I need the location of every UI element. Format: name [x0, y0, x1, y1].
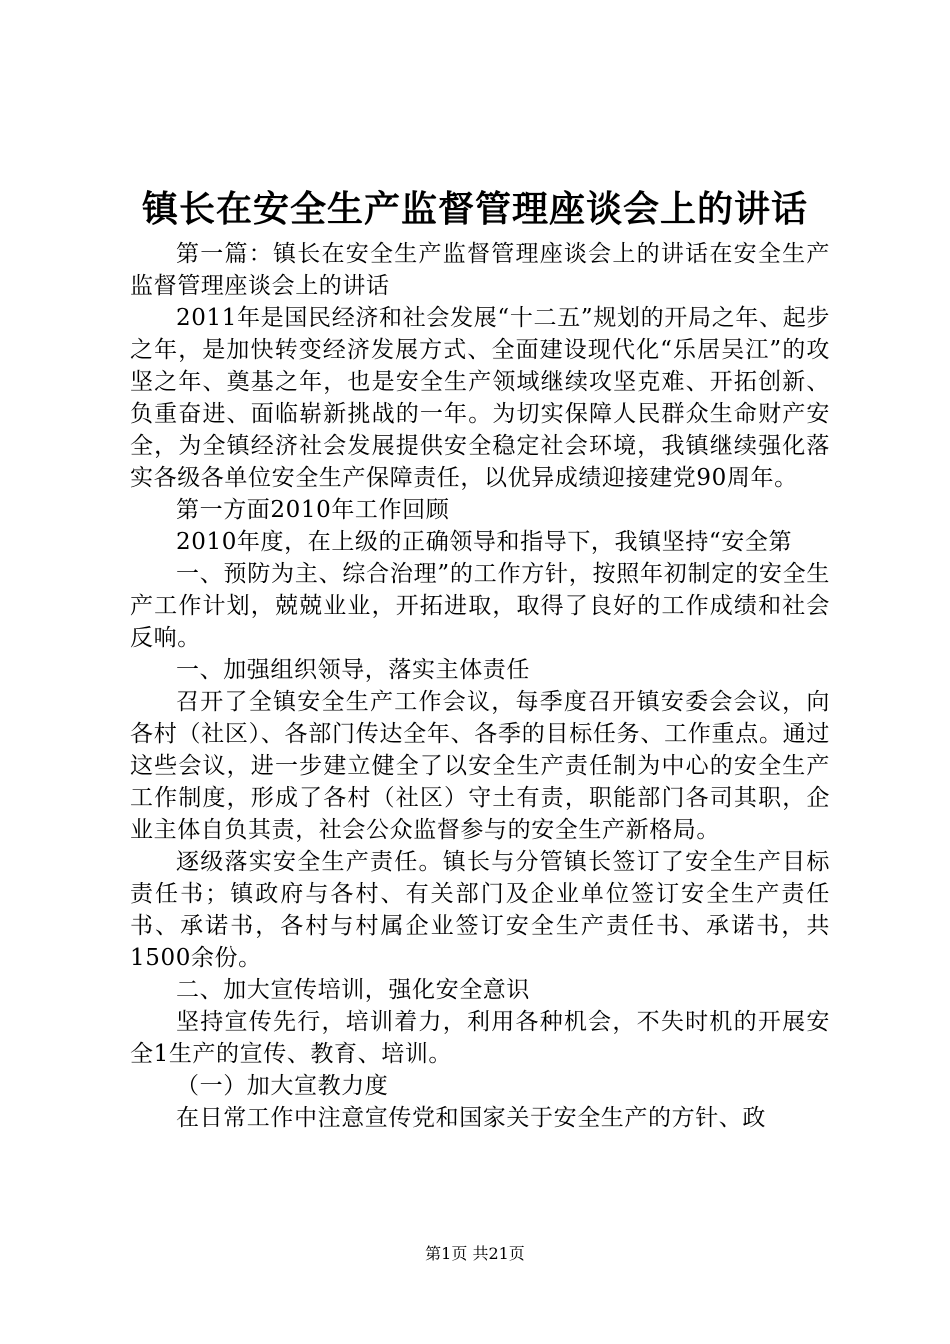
paragraph-11: （一）加大宣教力度 — [176, 1073, 389, 1099]
paragraph-7: 召开了全镇安全生产工作会议，每季度召开镇安委会会议，向各村（社区）、各部门传达全年、各季的目标任务、工作重点。通过这些会议，进一步建立健全了以安全生产责任制为中心的安全生产工作制度，形成了各村（社区）守土有责，职能部门各司其职，企业主体自负其责，社会公众监督参与的安全生产新格局。 — [130, 689, 830, 843]
page-footer: 第1页 共21页 — [425, 1244, 525, 1263]
paragraph-3: 第一方面2010年工作回顾 — [176, 497, 450, 523]
document-title: 镇长在安全生产监督管理座谈会上的讲话 — [141, 189, 808, 230]
paragraph-5: 一、预防为主、综合治理”的工作方针，按照年初制定的安全生产工作计划，兢兢业业，开拓进取，取得了良好的工作成绩和社会反响。 — [130, 561, 830, 651]
paragraph-10: 坚持宣传先行，培训着力，利用各种机会，不失时机的开展安全1生产的宣传、教育、培训。 — [130, 1009, 830, 1067]
document-body — [130, 238, 830, 1134]
paragraph-8: 逐级落实安全生产责任。镇长与分管镇长签订了安全生产目标责任书；镇政府与各村、有关部门及企业单位签订安全生产责任书、承诺书，各村与村属企业签订安全生产责任书、承诺书，共1500余份。 — [130, 849, 830, 971]
paragraph-1: 第一篇：镇长在安全生产监督管理座谈会上的讲话在安全生产监督管理座谈会上的讲话 — [130, 241, 830, 299]
paragraph-9: 二、加大宣传培训，强化安全意识 — [176, 977, 530, 1003]
paragraph-6: 一、加强组织领导，落实主体责任 — [176, 657, 530, 683]
paragraph-12: 在日常工作中注意宣传党和国家关于安全生产的方针、政 — [176, 1105, 766, 1131]
paragraph-4: 2010年度，在上级的正确领导和指导下，我镇坚持“安全第 — [176, 529, 793, 555]
paragraph-2: 2011年是国民经济和社会发展“十二五”规划的开局之年、起步之年，是加快转变经济发展方式、全面建设现代化“乐居吴江”的攻坚之年、奠基之年，也是安全生产领域继续攻坚克难、开拓创新、负重奋进、面临崭新挑战的一年。为切实保障人民群众生命财产安全，为全镇经济社会发展提供安全稳定社会环境，我镇继续强化落实各级各单位安全生产保障责任，以优异成绩迎接建党90周年。 — [130, 305, 830, 491]
